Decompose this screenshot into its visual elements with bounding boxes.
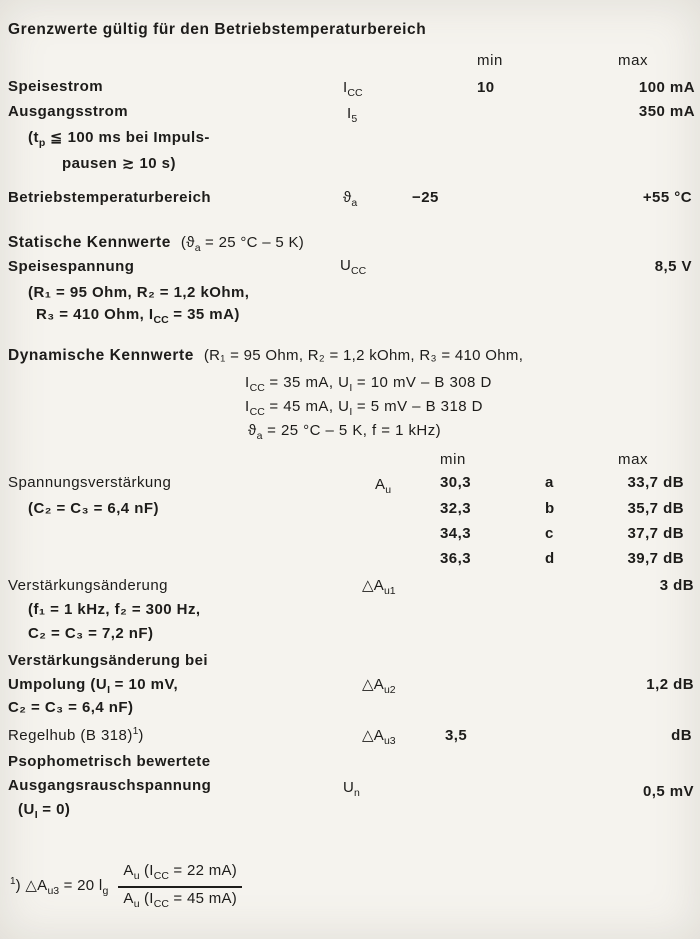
- value-delta1-max: 3 dB: [659, 577, 694, 594]
- value-delta2-max: 1,2 dB: [646, 676, 694, 693]
- value-ausgangsstrom-max: 350 mA: [638, 103, 695, 120]
- condition-delta1-kondensatoren: C₂ = C₃ = 7,2 nF): [28, 625, 154, 642]
- footnote-sub: u3: [47, 884, 60, 897]
- section-title-grenzwerte: Grenzwerte gültig für den Betriebstemperaturbereich: [8, 21, 427, 38]
- symbol-base: ϑ: [343, 189, 352, 206]
- symbol-base: U: [343, 779, 355, 796]
- symbol-sub: u2: [383, 684, 396, 696]
- value-gain-min-d: 36,3: [440, 550, 471, 567]
- condition-text: (U: [18, 801, 35, 818]
- value-gain-max-d: 39,7 dB: [627, 550, 684, 567]
- symbol-sub: u: [385, 484, 392, 496]
- value-gain-max-c: 37,7 dB: [627, 525, 684, 542]
- fraction-sub: CC: [153, 898, 169, 911]
- value-gain-max-a: 33,7 dB: [627, 474, 684, 491]
- grade-a: a: [545, 474, 554, 491]
- condition-sub: CC: [249, 382, 265, 394]
- symbol-sub: n: [354, 787, 360, 799]
- footnote-text: ) △A: [15, 876, 48, 894]
- condition-sub: I: [349, 406, 353, 418]
- value-temp-max: +55 °C: [642, 189, 692, 206]
- label-verstaerkungsaenderung-2a: Verstärkungsänderung bei: [8, 652, 209, 669]
- condition-text: = 45 mA, U: [264, 398, 350, 415]
- value-noise-max: 0,5 mV: [642, 783, 694, 800]
- condition-sub: CC: [249, 406, 265, 418]
- condition-text: I: [245, 398, 250, 415]
- label-regelhub: [8, 726, 144, 746]
- condition-sub: a: [194, 242, 201, 254]
- value-gain-min-a: 30,3: [440, 474, 471, 491]
- value-speisestrom-max: 100 mA: [638, 79, 695, 96]
- condition-text: (t: [28, 129, 39, 146]
- condition-text: = 25 °C – 5 K, f = 1 kHz): [262, 422, 442, 439]
- label-speisespannung: Speisespannung: [8, 258, 135, 275]
- symbol-sub: CC: [347, 87, 363, 99]
- symbol-base: A: [375, 476, 386, 493]
- fraction-text: (I: [139, 890, 154, 908]
- section-title-text: Statische Kennwerte: [8, 234, 171, 251]
- grade-b: b: [545, 500, 555, 517]
- condition-sub: CC: [153, 314, 169, 326]
- label-text: Umpolung (U: [8, 676, 108, 693]
- symbol-base: I: [343, 79, 348, 96]
- label-verstaerkungsaenderung-1: Verstärkungsänderung: [8, 577, 168, 594]
- fraction-sub: u: [133, 898, 140, 911]
- symbol-un: [343, 779, 360, 800]
- condition-text: ≦ 100 ms bei Impuls-: [45, 129, 210, 146]
- fraction-sub: CC: [153, 870, 169, 882]
- symbol-base: △A: [362, 577, 384, 594]
- fraction-text: = 22 mA): [168, 862, 238, 879]
- column-header-min-2: min: [440, 451, 466, 468]
- section-condition: (R₁ = 95 Ohm, R₂ = 1,2 kOhm, R₃ = 410 Ohm,: [203, 347, 524, 364]
- condition-text: (ϑ: [180, 234, 195, 251]
- section-title-statische: [8, 233, 304, 255]
- symbol-base: U: [340, 257, 352, 274]
- condition-sub: a: [256, 430, 263, 442]
- condition-text: R₃ = 410 Ohm, I: [36, 306, 154, 323]
- condition-b318d: [245, 398, 483, 419]
- fraction-text: = 45 mA): [168, 890, 238, 908]
- condition-sub: I: [349, 382, 353, 394]
- symbol-i5: [347, 105, 357, 126]
- value-gain-max-b: 35,7 dB: [627, 500, 684, 517]
- fraction-denominator: [118, 888, 242, 911]
- condition-widerstaende-2: [36, 306, 240, 327]
- symbol-sub: CC: [351, 265, 367, 277]
- footnote-marker: 1: [10, 875, 16, 887]
- symbol-base: △A: [362, 676, 384, 693]
- footnote-text: = 20 l: [59, 876, 103, 894]
- condition-sub: p: [38, 137, 46, 149]
- label-betriebstemperaturbereich: Betriebstemperaturbereich: [8, 189, 211, 206]
- footnote-lhs: [10, 876, 108, 898]
- condition-impulsdauer: [28, 129, 210, 150]
- value-speisespannung-max: 8,5 V: [654, 258, 692, 275]
- condition-text: = 10 mV – B 308 D: [352, 374, 492, 391]
- label-text: ): [138, 727, 144, 744]
- label-text: = 10 mV,: [110, 676, 179, 693]
- column-header-min-1: min: [477, 52, 503, 69]
- symbol-ucc: [340, 257, 366, 278]
- footnote-marker: 1: [132, 726, 139, 737]
- symbol-delta-au3: [362, 727, 396, 748]
- condition-text: = 35 mA): [168, 306, 240, 323]
- label-ausgangsstrom: Ausgangsstrom: [8, 103, 129, 120]
- condition-b308d: [245, 374, 492, 395]
- symbol-icc: [343, 79, 363, 100]
- symbol-theta-a: [343, 189, 357, 210]
- value-delta3-min: 3,5: [445, 727, 468, 744]
- value-gain-min-b: 32,3: [440, 500, 471, 517]
- label-sub: I: [107, 684, 111, 696]
- section-title-dynamische: [8, 346, 523, 366]
- condition-text: = 0): [37, 801, 71, 818]
- label-ausgangsrauschspannung: Ausgangsrauschspannung: [8, 777, 212, 794]
- footnote-formula: [10, 862, 242, 911]
- symbol-au: [375, 476, 391, 497]
- column-header-max-1: max: [618, 52, 649, 69]
- label-verstaerkungsaenderung-2b: [8, 676, 178, 697]
- value-gain-min-c: 34,3: [440, 525, 471, 542]
- fraction: [118, 862, 242, 911]
- label-psophometrisch: Psophometrisch bewertete: [8, 753, 211, 770]
- label-speisestrom: Speisestrom: [8, 78, 103, 95]
- condition-sub: I: [34, 809, 38, 821]
- condition-text: I: [245, 374, 250, 391]
- condition-gain-kondensatoren: (C₂ = C₃ = 6,4 nF): [28, 500, 159, 517]
- condition-text: = 25 °C – 5 K): [200, 234, 305, 251]
- fraction-text: A: [123, 862, 134, 879]
- grade-c: c: [545, 525, 554, 542]
- value-temp-min: −25: [412, 189, 439, 206]
- fraction-text: (I: [139, 862, 154, 879]
- condition-text: ϑ: [248, 422, 257, 439]
- label-spannungsverstaerkung: Spannungsverstärkung: [8, 474, 172, 491]
- grade-d: d: [545, 550, 555, 567]
- symbol-delta-au1: [362, 577, 396, 598]
- symbol-sub: 5: [351, 113, 358, 125]
- label-text: Regelhub (B 318): [8, 727, 133, 744]
- condition-noise: [18, 801, 70, 822]
- condition-text: = 5 mV – B 318 D: [352, 398, 483, 415]
- symbol-delta-au2: [362, 676, 396, 697]
- symbol-base: I: [347, 105, 352, 122]
- condition-impulspausen: pausen ≳ 10 s): [62, 155, 176, 172]
- symbol-sub: u3: [383, 735, 396, 747]
- symbol-sub: u1: [383, 585, 396, 597]
- fraction-text: A: [123, 890, 134, 908]
- section-title-text: Dynamische Kennwerte: [8, 347, 194, 364]
- column-header-max-2: max: [618, 451, 649, 468]
- fraction-numerator: [118, 862, 242, 888]
- symbol-sub: a: [351, 197, 358, 209]
- condition-delta1-frequenzen: (f₁ = 1 kHz, f₂ = 300 Hz,: [28, 601, 201, 618]
- footnote-sub: g: [102, 884, 109, 897]
- symbol-base: △A: [362, 727, 384, 744]
- condition-temperatur-frequenz: [248, 422, 441, 443]
- condition-widerstaende-1: (R₁ = 95 Ohm, R₂ = 1,2 kOhm,: [28, 284, 250, 301]
- section-condition: [180, 234, 305, 254]
- value-speisestrom-min: 10: [477, 79, 495, 96]
- fraction-sub: u: [133, 870, 140, 882]
- condition-delta2-kondensatoren: C₂ = C₃ = 6,4 nF): [8, 699, 134, 716]
- value-delta3-unit: dB: [671, 727, 692, 744]
- condition-text: = 35 mA, U: [264, 374, 350, 391]
